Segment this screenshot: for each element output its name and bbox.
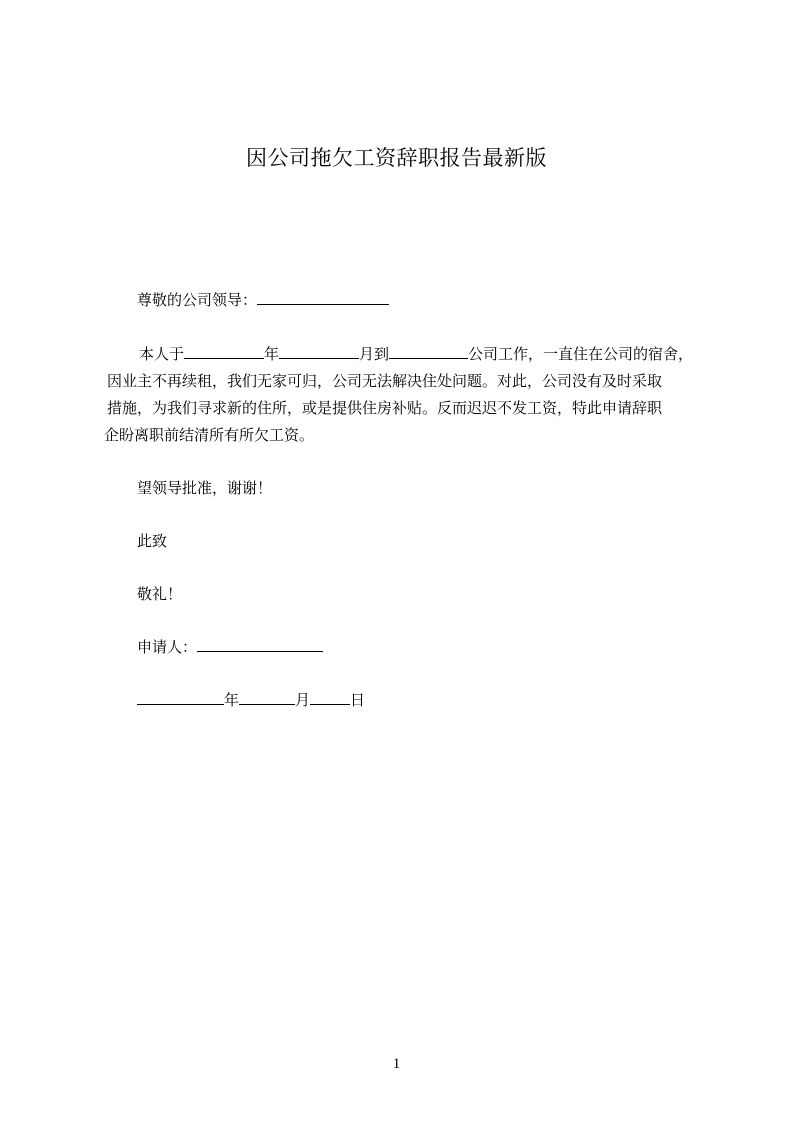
date-day-blank	[310, 690, 350, 705]
company-blank	[389, 344, 468, 359]
body-row-1	[104, 341, 694, 368]
body-paragraph	[104, 341, 694, 449]
body-text-start: 本人于	[139, 345, 185, 363]
body-text-year: 年	[264, 345, 280, 363]
applicant-line	[137, 637, 323, 657]
date-year-blank	[137, 690, 224, 705]
closing-ci-zhi: 此致	[137, 532, 168, 550]
start-year-blank	[184, 344, 264, 359]
page-number: 1	[392, 1056, 401, 1072]
body-row-3: 措施，为我们寻求新的住所，或是提供住房补贴。反而迟迟不发工资，特此申请辞职	[107, 399, 663, 417]
request-line: 望领导批准，谢谢！	[137, 479, 273, 497]
body-text-month: 月到	[359, 345, 390, 363]
date-year-label: 年	[224, 691, 240, 709]
salutation-line	[137, 290, 389, 310]
recipient-blank	[257, 290, 389, 305]
body-text-company: 公司工作，一直住在公司的宿舍，	[468, 345, 694, 363]
date-month-label: 月	[295, 691, 311, 709]
date-line	[137, 690, 365, 710]
salutation: 尊敬的公司领导：	[137, 291, 258, 309]
body-row-4: 企盼离职前结清所有所欠工资。	[104, 426, 315, 444]
body-row-2: 因业主不再续租，我们无家可归，公司无法解决住处问题。对此，公司没有及时采取	[107, 372, 663, 390]
applicant-label: 申请人：	[137, 638, 198, 656]
closing-jing-li: 敬礼！	[137, 585, 183, 603]
document-title: 因公司拖欠工资辞职报告最新版	[246, 146, 547, 170]
start-month-blank	[279, 344, 359, 359]
date-month-blank	[239, 690, 295, 705]
applicant-blank	[197, 637, 323, 652]
date-day-label: 日	[350, 691, 366, 709]
